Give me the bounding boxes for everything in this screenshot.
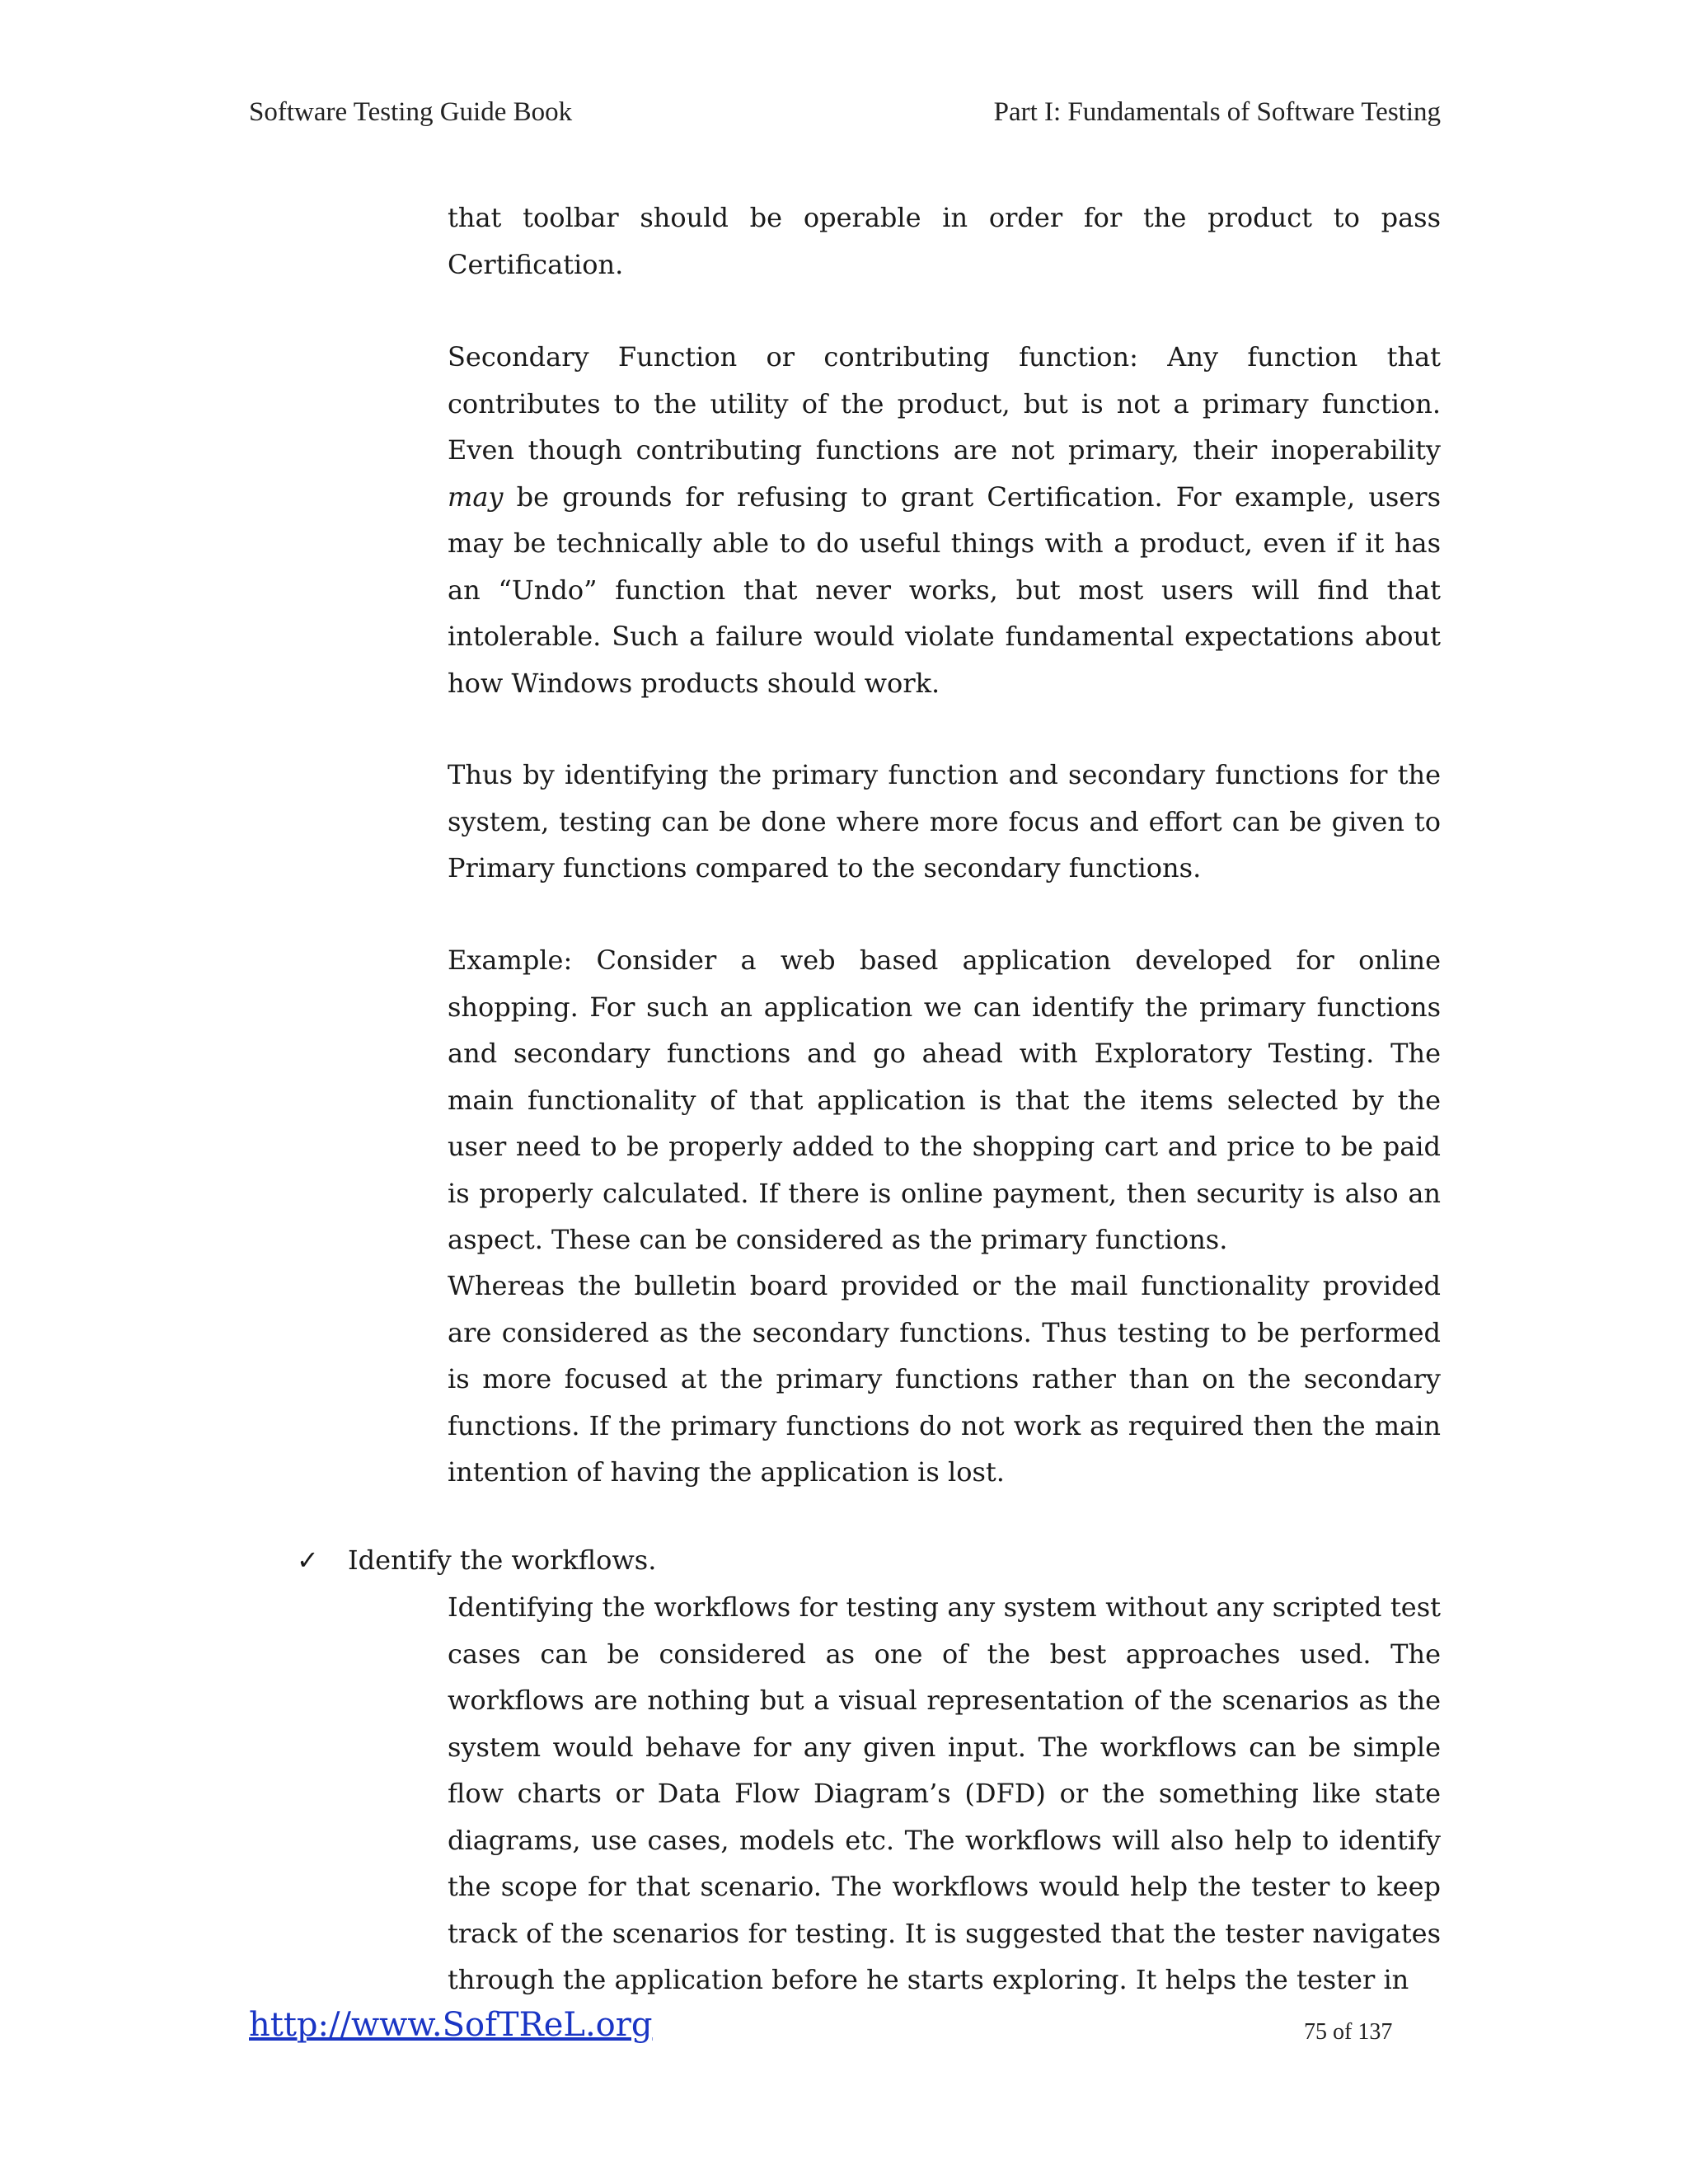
- bullet-identify-workflows: [297, 1537, 656, 1584]
- paragraph-secondary-function: [448, 334, 1441, 706]
- secondary-function-text-1: Secondary Function or contributing function: Any function that contributes to the utility of the product, but is not a primary function. Even though contributing functions are not primary, their inoperability: [448, 341, 1441, 466]
- emphasis-may: may: [448, 480, 504, 513]
- page-number: 75 of 137: [1304, 2019, 1393, 2045]
- paragraph-primary-focus: Thus by identifying the primary function and secondary functions for the system, testing can be done where more focus and effort can be given to Primary functions compared to the secondary functions.: [448, 759, 1441, 883]
- paragraph-shopping-example: Example: Consider a web based application developed for online shopping. For such an application we can identify the primary functions and secondary functions and go ahead with Exploratory Testing. The main functionality of that application is that the items selected by the user need to be properly added to the shopping cart and price to be paid is properly calculated. If there is online payment, then security is also an aspect. These can be considered as the primary functions.: [448, 944, 1441, 1255]
- paragraph-secondary-examples: Whereas the bulletin board provided or the mail functionality provided are considered as the secondary functions. Thus testing to be performed is more focused at the primary functions rather than on the secondary functions. If the primary functions do not work as required then the main intention of having the application is lost.: [448, 1270, 1441, 1488]
- bullet-label: Identify the workflows.: [348, 1544, 657, 1576]
- header-part-title: Part I: Fundamentals of Software Testing: [993, 97, 1441, 127]
- checkmark-icon: ✓: [297, 1544, 319, 1576]
- header-book-title: Software Testing Guide Book: [249, 97, 573, 127]
- paragraph-workflows: Identifying the workflows for testing any system without any scripted test cases can be considered as one of the best approaches used. The workflows are nothing but a visual representation of the scenarios as the system would behave for any given input. The workflows can be simple flow charts or Data Flow Diagram’s (DFD) or the something like state diagrams, use cases, models etc. The workflows will also help to identify the scope for that scenario. The workflows would help the tester to keep track of the scenarios for testing. It is suggested that the tester navigates through the application before he starts exploring. It helps the tester in: [448, 1591, 1441, 1995]
- secondary-function-text-2: be grounds for refusing to grant Certification. For example, users may be technically able to do useful things with a product, even if it has an “Undo” function that never works, but most users will find that intolerable. Such a failure would violate fundamental expectations about how Windows products should work.: [448, 480, 1441, 699]
- footer-website-link[interactable]: http://www.SofTReL.org: [249, 2006, 653, 2044]
- paragraph-toolbar-certification: that toolbar should be operable in order for the product to pass Certification.: [448, 202, 1441, 280]
